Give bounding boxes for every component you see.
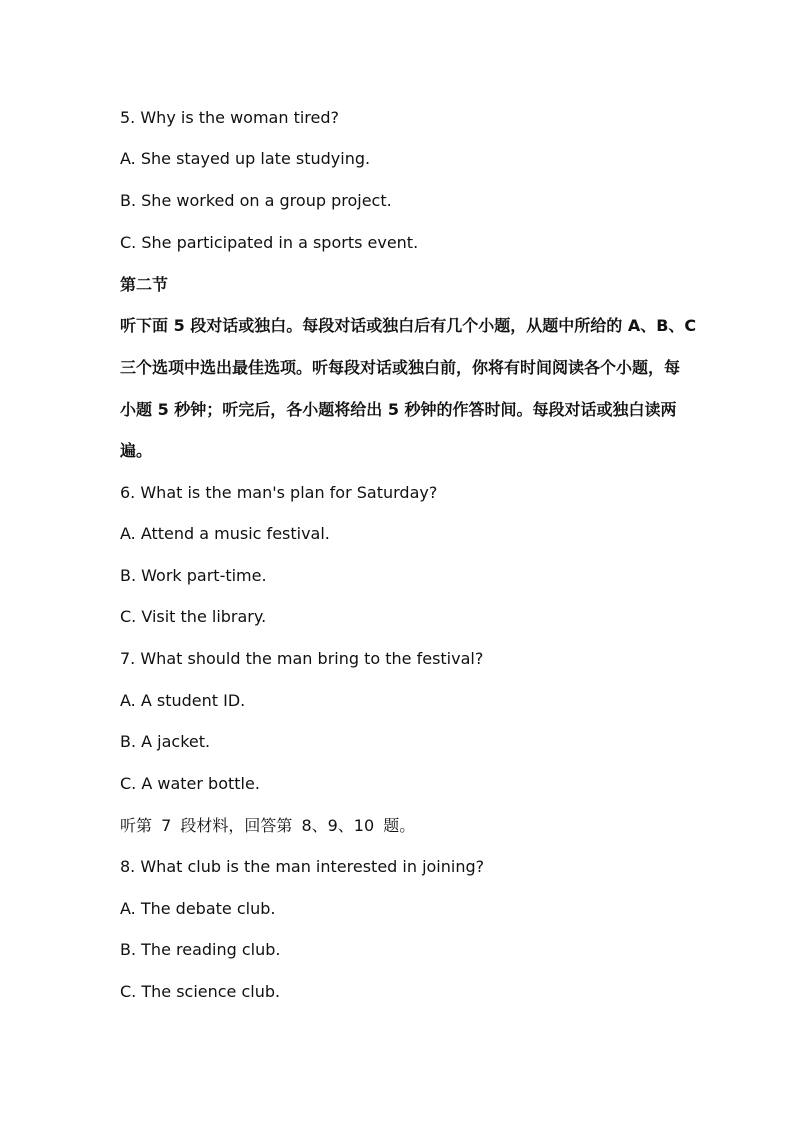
section-heading: 第二节 xyxy=(120,275,169,294)
q8-option-b: B. The reading club. xyxy=(120,940,281,959)
instructions-line-4: 遍。 xyxy=(120,441,153,460)
instructions-line-3: 小题 5 秒钟；听完后，各小题将给出 5 秒钟的作答时间。每段对话或独白读两 xyxy=(120,400,677,419)
q5-option-c: C. She participated in a sports event. xyxy=(120,233,419,252)
question-6: 6. What is the man's plan for Saturday? xyxy=(120,483,438,502)
q7-option-a: A. A student ID. xyxy=(120,691,246,710)
question-8: 8. What club is the man interested in joining? xyxy=(120,857,485,876)
q5-option-b: B. She worked on a group project. xyxy=(120,191,392,210)
question-7: 7. What should the man bring to the festival? xyxy=(120,649,484,668)
q8-option-a: A. The debate club. xyxy=(120,899,276,918)
q6-option-a: A. Attend a music festival. xyxy=(120,524,330,543)
q6-option-c: C. Visit the library. xyxy=(120,607,267,626)
question-5: 5. Why is the woman tired? xyxy=(120,108,340,127)
passage-7-note: 听第 7 段材料，回答第 8、9、10 题。 xyxy=(120,816,416,835)
q6-option-b: B. Work part-time. xyxy=(120,566,267,585)
q8-option-c: C. The science club. xyxy=(120,982,281,1001)
instructions-line-2: 三个选项中选出最佳选项。听每段对话或独白前，你将有时间阅读各个小题，每 xyxy=(120,358,681,377)
q5-option-a: A. She stayed up late studying. xyxy=(120,149,371,168)
q7-option-c: C. A water bottle. xyxy=(120,774,260,793)
q7-option-b: B. A jacket. xyxy=(120,732,211,751)
instructions-line-1: 听下面 5 段对话或独白。每段对话或独白后有几个小题，从题中所给的 A、B、C xyxy=(120,316,697,335)
